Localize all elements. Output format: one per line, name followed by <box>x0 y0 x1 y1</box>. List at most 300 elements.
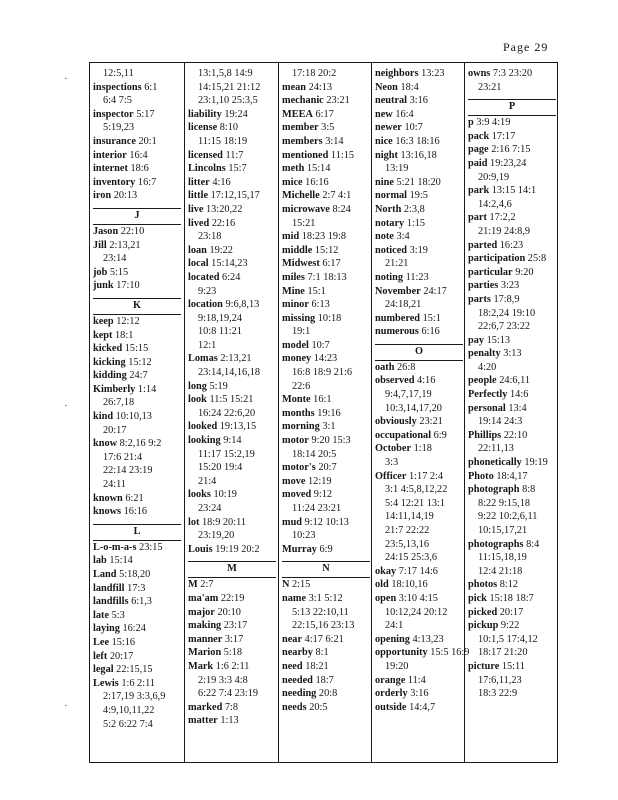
entry-first-line <box>188 257 276 271</box>
index-term: manner <box>188 633 223 645</box>
entry-first-line <box>188 420 276 434</box>
entry-first-line <box>188 543 276 557</box>
entry-first-line <box>468 266 556 280</box>
page-line-refs: 15:18 18:7 <box>489 592 534 604</box>
index-entry <box>93 108 181 135</box>
entry-first-line <box>468 660 556 674</box>
entry-continuation <box>93 396 181 410</box>
entry-first-line <box>93 609 181 623</box>
index-term: making <box>188 620 222 632</box>
page-line-refs: 11:24 23:21 <box>292 503 342 514</box>
entry-continuation <box>93 704 181 718</box>
index-entry <box>93 505 181 519</box>
index-entry <box>188 149 276 163</box>
page-line-refs: 11:5 15:21 <box>209 394 254 406</box>
index-entry <box>375 108 463 122</box>
index-term: mechanic <box>282 95 324 107</box>
entry-first-line <box>468 538 556 552</box>
entry-continuation <box>188 502 276 516</box>
entry-first-line <box>282 67 370 81</box>
entry-continuation <box>375 497 463 511</box>
index-term: inventory <box>93 176 136 188</box>
page-line-refs: 3:14 <box>325 135 344 147</box>
index-entry <box>188 217 276 244</box>
index-entry <box>282 162 370 176</box>
entry-first-line <box>93 266 181 280</box>
index-entry <box>375 374 463 415</box>
entry-first-line <box>188 149 276 163</box>
entry-first-line <box>375 701 463 715</box>
index-term: members <box>282 135 323 147</box>
index-term: occupational <box>375 429 432 441</box>
index-entry <box>93 554 181 568</box>
index-term: Monte <box>282 394 311 406</box>
page-line-refs: 15:12 <box>128 356 152 368</box>
page-line-refs: 16:24 <box>122 623 146 635</box>
section-letter: K <box>132 299 141 311</box>
page-line-refs: 18:21 <box>305 660 329 672</box>
entry-first-line <box>188 592 276 606</box>
index-term: legal <box>93 664 114 676</box>
entry-first-line <box>375 217 463 231</box>
index-term: pick <box>468 592 487 604</box>
page-line-refs: 4:16 <box>417 375 436 387</box>
page-line-refs: 15:14,23 <box>211 258 248 270</box>
entry-first-line <box>282 257 370 271</box>
index-entry <box>375 312 463 326</box>
page-line-refs: 19:24 <box>224 108 248 120</box>
entry-first-line <box>188 578 276 592</box>
index-entry <box>282 312 370 339</box>
index-entry <box>282 230 370 244</box>
page-line-refs: 13:19 <box>385 163 409 175</box>
index-entry <box>93 356 181 370</box>
index-term: pay <box>468 334 485 346</box>
page-line-refs: 19:14 24:3 <box>478 416 523 428</box>
entry-continuation <box>468 497 556 511</box>
page-line-refs: 15:14 <box>306 163 331 175</box>
entry-continuation <box>188 230 276 244</box>
entry-first-line <box>375 687 463 701</box>
index-term: Phillips <box>468 429 502 441</box>
page-line-refs: 10:12,24 20:12 <box>385 606 448 618</box>
page-line-refs: 10:15,17,21 <box>478 525 528 536</box>
entry-first-line <box>375 429 463 443</box>
index-term: landfills <box>93 596 129 608</box>
page-line-refs: 16:24 22:6,20 <box>198 407 256 419</box>
entry-first-line <box>93 81 181 95</box>
entry-first-line <box>282 543 370 557</box>
index-term: near <box>282 633 303 645</box>
index-term: numbered <box>375 312 421 324</box>
index-section <box>188 561 276 578</box>
page-line-refs: 24:11 <box>103 479 127 491</box>
page-line-refs: 23:21 <box>419 416 443 428</box>
entry-first-line <box>468 374 556 388</box>
index-entry <box>282 176 370 190</box>
page-line-refs: 12:5,11 <box>103 68 134 79</box>
entry-continuation <box>375 388 463 402</box>
entry-continuation <box>93 464 181 478</box>
page-line-refs: 7:8 <box>224 701 239 713</box>
index-term: new <box>375 108 393 120</box>
index-entry <box>468 157 556 184</box>
entry-first-line <box>93 622 181 636</box>
page-line-refs: 9:22 <box>500 620 520 632</box>
index-term: MEEA <box>282 108 313 120</box>
section-letter: N <box>322 563 330 575</box>
entry-first-line <box>188 701 276 715</box>
entry-continuation <box>375 524 463 538</box>
page-line-refs: 23:18 <box>198 231 222 243</box>
index-term: part <box>468 212 487 224</box>
entry-first-line <box>282 312 370 326</box>
page-line-refs: 15:15 <box>124 343 149 355</box>
index-entry <box>93 622 181 636</box>
entry-first-line <box>93 554 181 568</box>
page-line-refs: 21:4 <box>198 475 217 487</box>
entry-first-line <box>468 184 556 198</box>
entry-continuation <box>468 442 556 456</box>
page-line-refs: 5:2 6:22 7:4 <box>103 718 153 730</box>
page-line-refs: 3:17 <box>224 633 244 645</box>
page-line-refs: 5:15 <box>109 266 129 278</box>
index-entry <box>93 677 181 731</box>
entry-first-line <box>375 149 463 163</box>
index-term: L-o-m-a-s <box>93 541 137 553</box>
page-line-refs: 10:23 <box>292 530 316 542</box>
index-column-2 <box>188 67 276 728</box>
entry-first-line <box>282 352 370 366</box>
entry-first-line <box>188 516 276 530</box>
index-term: noticed <box>375 244 408 256</box>
entry-first-line <box>468 592 556 606</box>
page-line-refs: 16:8 18:9 21:6 <box>292 367 353 379</box>
page-line-refs: 9:12 <box>313 489 333 501</box>
page-line-refs: 3:23 <box>500 280 520 292</box>
index-entry <box>188 108 276 122</box>
index-term: Mark <box>188 660 214 672</box>
entry-continuation <box>282 502 370 516</box>
page-line-refs: 20:7 <box>318 462 337 474</box>
entry-first-line <box>282 94 370 108</box>
entry-first-line <box>375 94 463 108</box>
entry-first-line <box>93 582 181 596</box>
entry-first-line <box>93 410 181 424</box>
page-line-refs: 3:10 4:15 <box>398 592 438 604</box>
index-term: mud <box>282 516 303 528</box>
entry-continuation <box>468 361 556 375</box>
index-term: junk <box>93 280 114 292</box>
entry-continuation <box>282 380 370 394</box>
index-term: member <box>282 122 319 134</box>
entry-continuation <box>282 448 370 462</box>
entry-first-line <box>468 619 556 633</box>
index-term: Louis <box>188 543 213 555</box>
page-line-refs: 11:4 <box>407 674 426 686</box>
index-term: Michelle <box>282 190 320 202</box>
page-line-refs: 10:7 <box>404 122 423 134</box>
page-line-refs: 22:6 <box>292 380 311 392</box>
page-line-refs: 9:6,8,13 <box>225 299 260 311</box>
index-term: little <box>188 190 209 202</box>
index-entry <box>375 230 463 244</box>
entry-first-line <box>282 407 370 421</box>
page-line-refs: 3:1 5:12 <box>308 592 343 604</box>
index-term: marked <box>188 701 223 713</box>
index-term: park <box>468 185 490 197</box>
column-divider <box>371 62 372 763</box>
page-line-refs: 15:21 <box>292 217 316 229</box>
page-line-refs: 14:2,4,6 <box>478 198 512 210</box>
entry-first-line <box>375 565 463 579</box>
index-term: nearby <box>282 647 313 659</box>
index-term: Midwest <box>282 258 320 270</box>
index-term: move <box>282 475 306 487</box>
entry-first-line <box>188 121 276 135</box>
entry-first-line <box>93 650 181 664</box>
index-entry <box>468 456 556 470</box>
entry-continuation <box>468 633 556 647</box>
entry-first-line <box>188 244 276 258</box>
index-entry <box>93 369 181 383</box>
index-term: Kimberly <box>93 383 136 395</box>
entry-continuation <box>375 510 463 524</box>
index-entry <box>93 541 181 555</box>
entry-continuation <box>188 461 276 475</box>
index-term: numerous <box>375 326 419 338</box>
page-line-refs: 22:10 <box>503 429 528 441</box>
entry-first-line <box>282 701 370 715</box>
index-entry <box>375 135 463 149</box>
index-entry <box>188 578 276 592</box>
index-entry <box>93 663 181 677</box>
page-line-refs: 20:17 <box>499 606 524 618</box>
page-line-refs: 11:15 <box>330 149 354 161</box>
entry-first-line <box>282 149 370 163</box>
index-term: North <box>375 203 402 215</box>
page-line-refs: 5:18 <box>223 647 243 659</box>
entry-first-line <box>468 293 556 307</box>
page-line-refs: 23:21 <box>326 95 350 107</box>
page-line-refs: 23:19,20 <box>198 530 235 542</box>
index-term: Jason <box>93 225 119 237</box>
page-line-refs: 2:16 7:15 <box>491 144 531 156</box>
entry-first-line <box>93 437 181 451</box>
index-term: picked <box>468 606 498 618</box>
index-term: needs <box>282 701 307 713</box>
page-line-refs: 16:7 <box>137 176 157 188</box>
entry-first-line <box>375 67 463 81</box>
index-entry <box>282 488 370 515</box>
index-entry <box>93 81 181 108</box>
index-term: neighbors <box>375 68 419 79</box>
entry-first-line <box>375 285 463 299</box>
index-entry <box>375 361 463 375</box>
index-entry <box>282 298 370 312</box>
page-line-refs: 3:19 <box>409 244 428 256</box>
page-line-refs: 5:13 22:10,11 <box>292 606 349 618</box>
page-line-refs: 15:13 <box>486 334 511 346</box>
entry-first-line <box>282 660 370 674</box>
page-line-refs: 13:1,5,8 14:9 <box>198 68 253 79</box>
index-entry <box>188 380 276 394</box>
entry-first-line <box>375 135 463 149</box>
page-line-refs: 4:13,23 <box>412 633 444 645</box>
page-line-refs: 6:9 <box>319 543 333 555</box>
index-entry <box>282 701 370 715</box>
page-line-refs: 22:10 <box>120 225 145 237</box>
index-entry <box>282 646 370 660</box>
index-term: insurance <box>93 135 136 147</box>
page-line-refs: 16:4 <box>395 108 414 120</box>
index-entry <box>375 565 463 579</box>
index-entry <box>282 285 370 299</box>
page-line-refs: 9:23 <box>198 285 217 297</box>
index-entry <box>468 143 556 157</box>
page-line-refs: 17:6,11,23 <box>478 674 522 686</box>
page-line-refs: 6:9 <box>433 429 447 441</box>
entry-continuation <box>375 456 463 470</box>
entry-first-line <box>282 108 370 122</box>
entry-first-line <box>375 646 470 660</box>
page-line-refs: 4:16 <box>212 176 231 188</box>
index-term: model <box>282 339 309 351</box>
page-line-refs: 15:7 <box>228 163 247 175</box>
entry-first-line <box>188 488 276 502</box>
page-line-refs: 24:7 <box>129 370 148 382</box>
index-entry <box>282 461 370 475</box>
entry-first-line <box>282 516 370 530</box>
page-line-refs: 16:16 <box>305 176 329 188</box>
index-entry <box>468 184 556 211</box>
entry-first-line <box>375 203 463 217</box>
index-term: kept <box>93 329 113 341</box>
index-entry <box>93 189 181 203</box>
index-term: mean <box>282 81 307 93</box>
index-term: Lewis <box>93 677 119 689</box>
index-term: obviously <box>375 416 417 428</box>
entry-first-line <box>468 252 556 266</box>
page-line-refs: 6:1 <box>144 81 158 93</box>
page-line-refs: 19:13,15 <box>219 421 257 433</box>
entry-first-line <box>282 176 370 190</box>
index-term: license <box>188 122 218 134</box>
entry-continuation <box>93 718 181 732</box>
index-entry <box>375 429 463 443</box>
index-term: Perfectly <box>468 389 508 401</box>
index-entry <box>93 266 181 280</box>
entry-first-line <box>375 189 463 203</box>
page-line-refs: 3:1 4:5,8,12,22 <box>385 484 448 496</box>
page-line-refs: 14:11,14,19 <box>385 511 434 523</box>
page-line-refs: 6:17 <box>315 108 334 120</box>
index-entry <box>468 266 556 280</box>
index-term: photos <box>468 579 498 591</box>
entry-first-line <box>468 578 556 592</box>
page-line-refs: 8:12 <box>499 579 519 591</box>
page-line-refs: 15:14 <box>109 555 133 567</box>
page-line-refs: 9:20 15:3 <box>311 435 351 447</box>
index-entry <box>282 257 370 271</box>
index-term: matter <box>188 715 218 727</box>
page-line-refs: 2:13,21 <box>220 353 252 365</box>
page-line-refs: 1:13 <box>220 715 239 727</box>
index-section <box>282 561 370 578</box>
page-line-refs: 14:6 <box>510 389 529 401</box>
entry-first-line <box>93 67 181 81</box>
index-term: p <box>468 117 474 129</box>
page-line-refs: 18:14 20:5 <box>292 448 337 460</box>
entry-continuation <box>468 687 556 701</box>
page-line-refs: 10:8 11:21 <box>198 326 242 338</box>
index-term: opening <box>375 633 410 645</box>
page-line-refs: 3:13 <box>503 348 522 360</box>
entry-continuation <box>282 366 370 380</box>
index-entry <box>375 244 463 271</box>
entry-first-line <box>468 239 556 253</box>
entry-first-line <box>93 108 181 122</box>
page-line-refs: 18:10,16 <box>391 579 428 591</box>
entry-first-line <box>375 415 463 429</box>
entry-first-line <box>468 606 556 620</box>
index-entry <box>188 660 276 701</box>
page-line-refs: 2:19 3:3 4:8 <box>198 674 248 686</box>
index-term: internet <box>93 163 128 175</box>
index-entry <box>468 374 556 388</box>
index-entry <box>188 701 276 715</box>
index-entry <box>468 239 556 253</box>
page-line-refs: 18:6 <box>130 163 149 175</box>
page-line-refs: 16:1 <box>313 394 332 406</box>
entry-first-line <box>375 361 463 375</box>
index-entry <box>93 239 181 266</box>
entry-continuation <box>188 448 276 462</box>
entry-first-line <box>468 429 556 443</box>
index-entry <box>468 116 556 130</box>
index-entry <box>468 293 556 334</box>
index-column-5 <box>468 67 556 701</box>
index-term: long <box>188 380 207 392</box>
entry-continuation <box>188 325 276 339</box>
index-term: M <box>188 579 198 591</box>
entry-continuation <box>468 225 556 239</box>
entry-first-line <box>375 81 463 95</box>
entry-continuation <box>468 81 556 95</box>
index-term: parties <box>468 280 499 292</box>
page-line-refs: 1:6 2:11 <box>215 660 250 672</box>
index-entry <box>375 633 463 647</box>
index-entry <box>188 592 276 606</box>
entry-first-line <box>282 271 370 285</box>
index-section <box>375 344 463 361</box>
index-term: Marion <box>188 647 222 659</box>
index-term: inspections <box>93 81 142 93</box>
page-line-refs: 15:16 <box>111 636 136 648</box>
index-term: liability <box>188 108 222 120</box>
index-entry <box>93 149 181 163</box>
index-term: kicking <box>93 356 126 368</box>
page-line-refs: 16:16 <box>123 506 148 518</box>
index-term: penalty <box>468 348 501 360</box>
index-entry <box>188 434 276 488</box>
index-term: personal <box>468 402 506 414</box>
index-entry <box>188 714 276 728</box>
index-term: Neon <box>375 81 398 93</box>
page-line-refs: 22:6,7 23:22 <box>478 321 531 333</box>
page-line-refs: 5:21 18:20 <box>396 176 441 188</box>
index-term: noting <box>375 271 404 283</box>
